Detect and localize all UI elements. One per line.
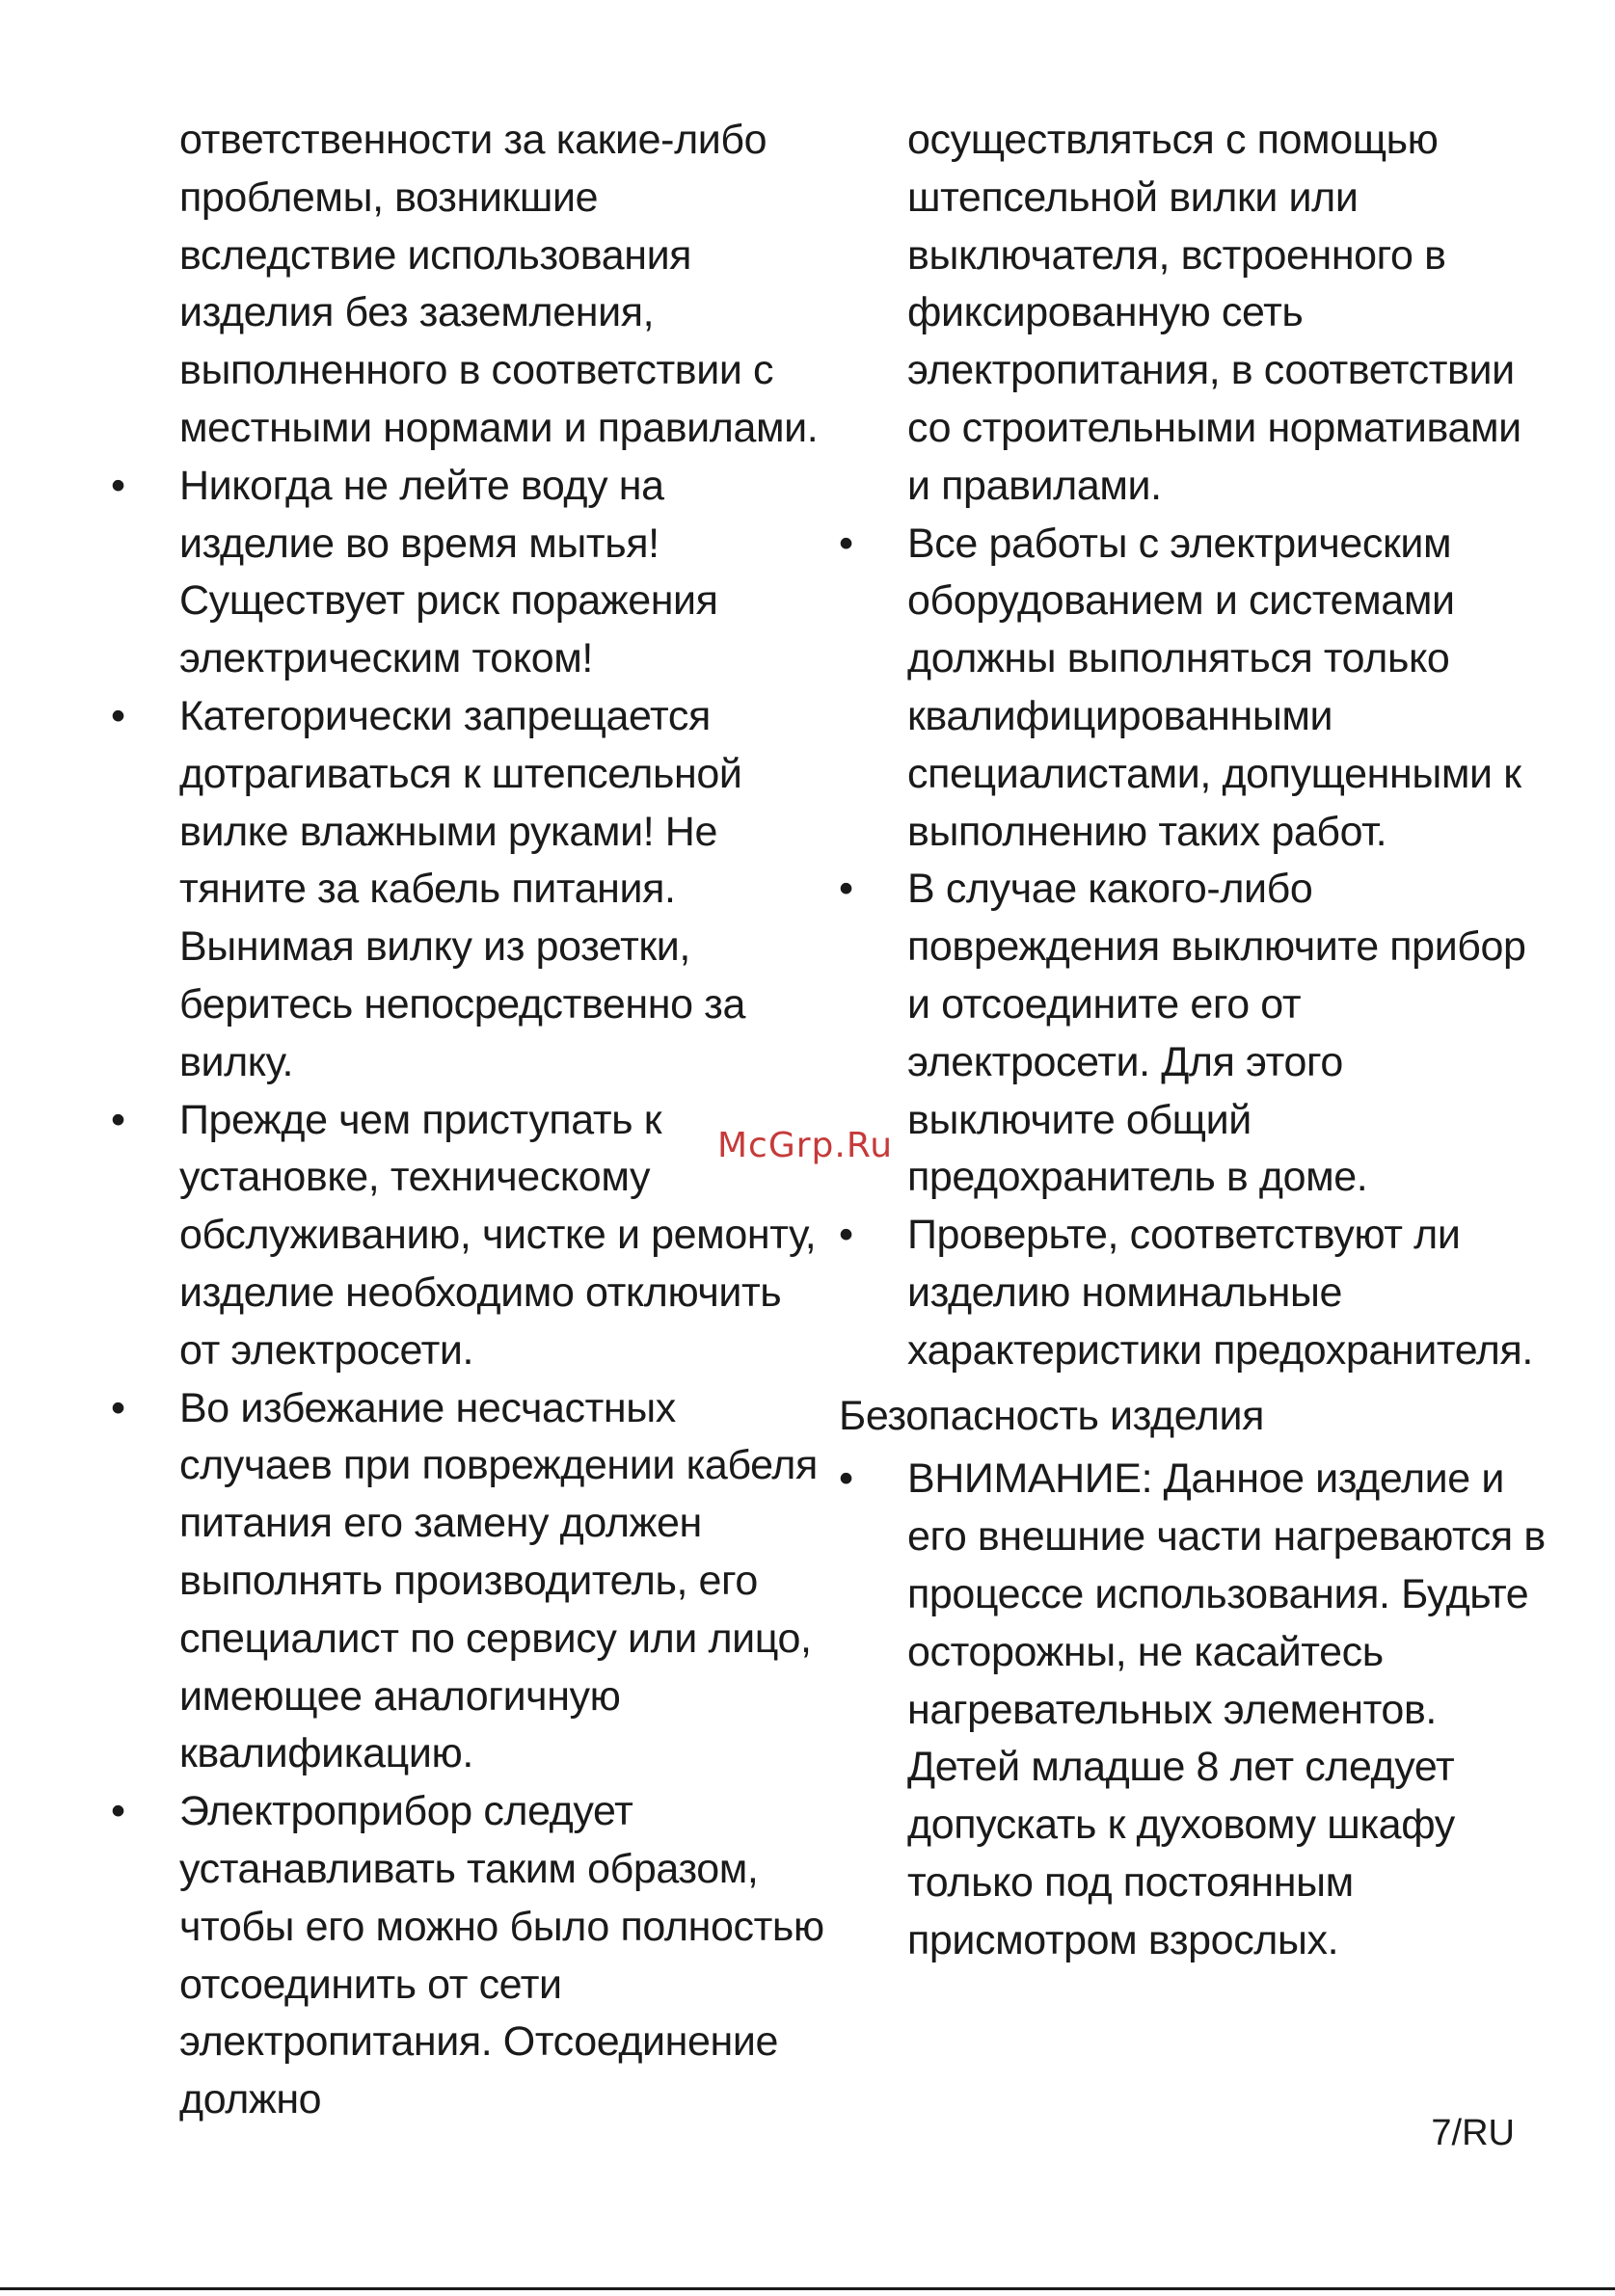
bullet-icon: • bbox=[111, 1788, 125, 1835]
left-continued-paragraph: ответственности за какие-либо проблемы, возникшие вследствие использования изделия без заземления, выполненного в соответствии с местными нормами и правилами. bbox=[179, 117, 819, 451]
bullet-icon: • bbox=[839, 866, 853, 913]
bullet-icon: • bbox=[839, 520, 853, 567]
bullet-icon: • bbox=[111, 1096, 125, 1143]
right-continued-paragraph: осуществляться с помощью штепсельной вилки или выключателя, встроенного в фиксированную сеть электропитания, в соответствии со строительными нормативами и правилами. bbox=[907, 117, 1521, 509]
bullet-icon: • bbox=[111, 692, 125, 739]
list-item bbox=[839, 1207, 1552, 1379]
list-item-text: Прежде чем приступать к установке, техническому обслуживанию, чистке и ремонту, изделие необходимо отключить от электросети. bbox=[179, 1096, 817, 1374]
bullet-icon: • bbox=[111, 462, 125, 509]
list-item bbox=[839, 861, 1552, 1207]
bullet-icon: • bbox=[839, 1455, 853, 1503]
list-item bbox=[111, 1380, 824, 1784]
list-item-text: Проверьте, соответствуют ли изделию номинальные характеристики предохранителя. bbox=[907, 1212, 1533, 1374]
list-item-text: Во избежание несчастных случаев при повреждении кабеля питания его замену должен выполнять производитель, его специалист по сервису или лицо, имеющее аналогичную квалификацию. bbox=[179, 1384, 818, 1777]
list-item-text: Все работы с электрическим оборудованием и системами должны выполняться только квалифицированными специалистами, допущенными к выполнению таких работ. bbox=[907, 520, 1521, 855]
left-column bbox=[111, 112, 824, 2129]
page-number: 7/RU bbox=[1431, 2113, 1515, 2153]
list-item bbox=[111, 688, 824, 1092]
list-item bbox=[839, 516, 1552, 862]
right-column bbox=[839, 112, 1552, 1970]
section-heading: Безопасность изделия bbox=[839, 1392, 1265, 1439]
list-item bbox=[839, 1451, 1552, 1969]
list-item-text: Категорически запрещается дотрагиваться к штепсельной вилке влажными руками! Не тяните за кабель питания. Вынимая вилку из розетки, беритесь непосредственно за вилку. bbox=[179, 692, 745, 1085]
watermark: McGrp.Ru bbox=[717, 1126, 894, 1165]
list-item bbox=[111, 1783, 824, 2129]
bottom-divider bbox=[0, 2287, 1615, 2290]
bullet-icon: • bbox=[839, 1212, 853, 1259]
list-item-text: В случае какого-либо повреждения выключите прибор и отсоедините его от электросети. Для этого выключите общий предохранитель в доме. bbox=[907, 866, 1526, 1201]
list-item-text: Никогда не лейте воду на изделие во время мытья! Существует риск поражения электрическим током! bbox=[179, 462, 718, 682]
bullet-icon: • bbox=[111, 1384, 125, 1431]
list-item bbox=[111, 458, 824, 688]
list-item-text: ВНИМАНИЕ: Данное изделие и его внешние части нагреваются в процессе использования. Будьте осторожны, не касайтесь нагревательных элементов. Детей младше 8 лет следует допускать к духовому шкафу только под постоянным присмотром взрослых. bbox=[907, 1455, 1546, 1963]
list-item-text: Электроприбор следует устанавливать таким образом, чтобы его можно было полностью отсоединить от сети электропитания. Отсоединение должно bbox=[179, 1788, 824, 2123]
